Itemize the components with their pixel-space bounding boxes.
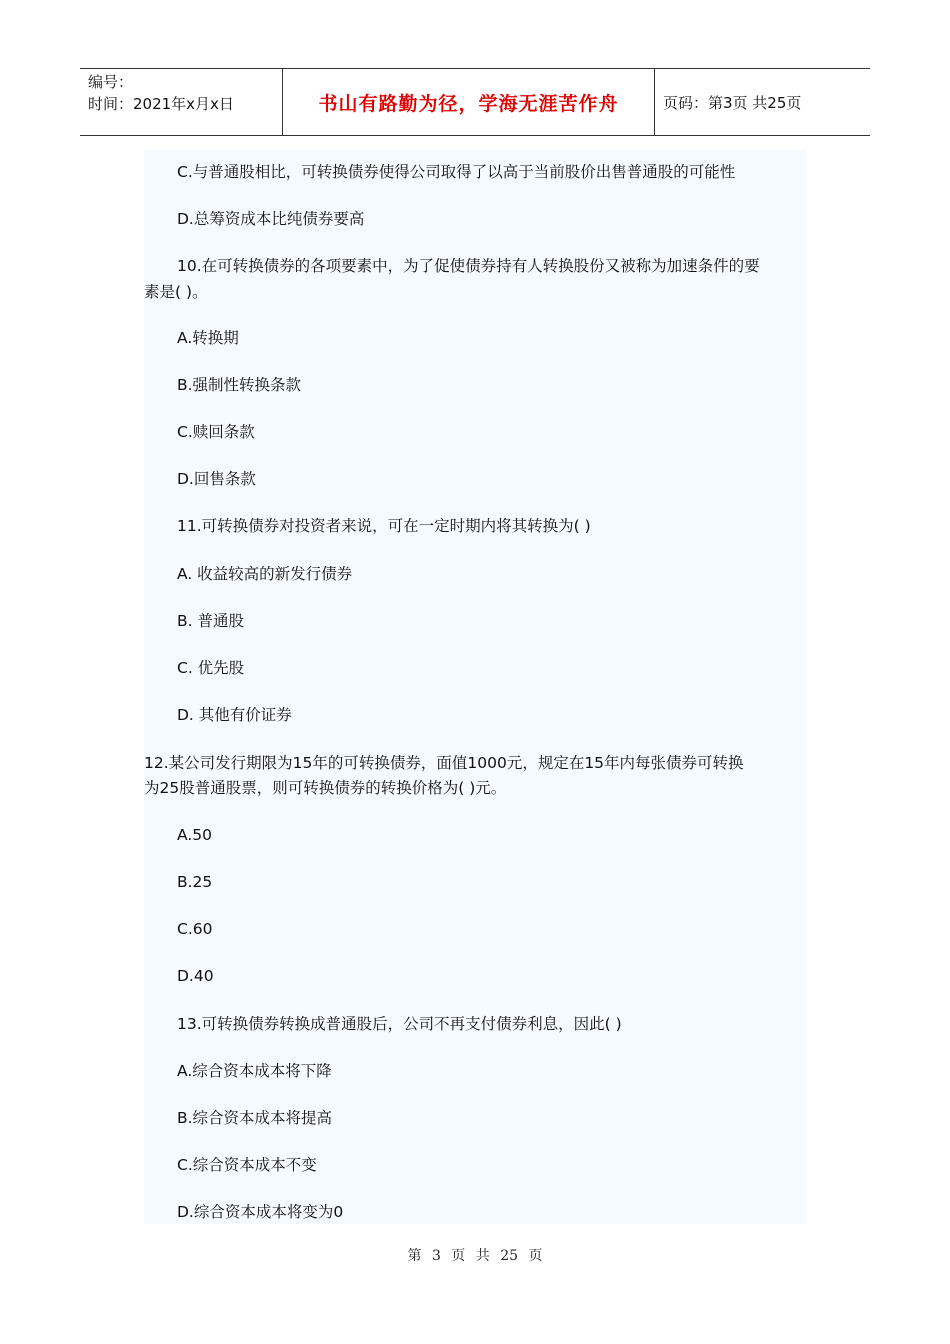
text-line: C.与普通股相比，可转换债券使得公司取得了以高于当前股价出售普通股的可能性: [177, 163, 736, 181]
page-footer: 第 3 页 共 25 页: [407, 1248, 543, 1264]
option: C.综合资本成本不变: [177, 1156, 317, 1174]
text-line: D.总筹资成本比纯债券要高: [177, 210, 365, 228]
question-13: 13.可转换债券转换成普通股后，公司不再支付债券利息，因此( ): [177, 1015, 622, 1033]
question-12-cont: 为25股普通股票，则可转换债券的转换价格为( )元。: [144, 779, 507, 797]
option: D.综合资本成本将变为0: [177, 1203, 344, 1221]
option: B.25: [177, 873, 213, 891]
header-meta: [80, 69, 282, 135]
header-motto: 书山有路勤为径，学海无涯苦作舟: [282, 69, 655, 135]
header-page-info: 页码：第3页 共25页: [663, 93, 802, 112]
time-label: 时间：2021年x月x日: [88, 95, 234, 113]
option: A.综合资本成本将下降: [177, 1062, 332, 1080]
question-10-cont: 素是( )。: [144, 283, 208, 301]
option: B. 普通股: [177, 612, 244, 630]
page-header: [80, 68, 870, 136]
option: C.赎回条款: [177, 423, 255, 441]
option: D.回售条款: [177, 470, 256, 488]
code-label: 编号：: [88, 73, 134, 91]
option: D.40: [177, 967, 214, 985]
question-12: 12.某公司发行期限为15年的可转换债券，面值1000元，规定在15年内每张债券可转换: [144, 754, 744, 772]
option: A.50: [177, 826, 212, 844]
option: A. 收益较高的新发行债券: [177, 565, 353, 583]
option: B.强制性转换条款: [177, 376, 302, 394]
option: A.转换期: [177, 329, 239, 347]
option: C.60: [177, 920, 213, 938]
option: C. 优先股: [177, 659, 245, 677]
question-10: 10.在可转换债券的各项要素中，为了促使债券持有人转换股份又被称为加速条件的要: [177, 257, 760, 275]
option: B.综合资本成本将提高: [177, 1109, 333, 1127]
question-11: 11.可转换债券对投资者来说，可在一定时期内将其转换为( ): [177, 517, 591, 535]
option: D. 其他有价证券: [177, 706, 292, 724]
